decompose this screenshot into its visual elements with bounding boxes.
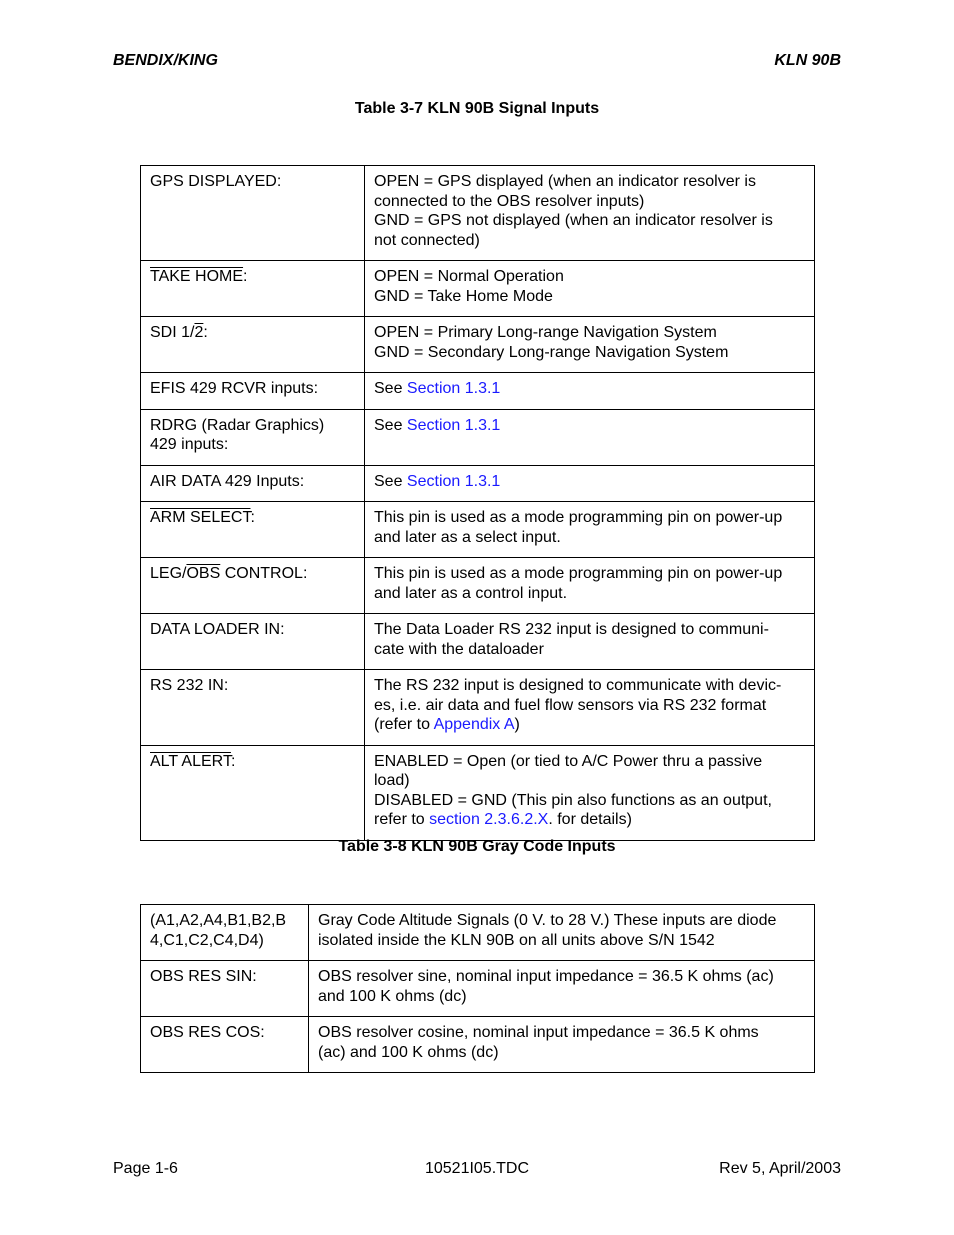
table-row [141,166,815,261]
table-row [141,961,815,1017]
section-link[interactable]: Section 1.3.1 [406,380,501,397]
table-row [141,905,815,961]
signal-description: This pin is used as a mode programming pin on power-up and later as a select input. [365,502,815,558]
table-row [141,502,815,558]
table-row [141,465,815,502]
section-link[interactable]: section 2.3.6.2.X [429,811,549,828]
table-row [141,373,815,410]
table-row [141,261,815,317]
signal-label: LEG/$\overline{OBS}$ CONTROL: [141,558,365,614]
table-row [141,614,815,670]
signal-label: DATA LOADER IN: [141,614,365,670]
signal-label: TAKE HOME: [141,261,365,317]
signal-description: See Section 1.3.1 [365,465,815,502]
table-row [141,558,815,614]
document-id: 10521I05.TDC [424,1160,530,1177]
table-row [141,317,815,373]
signal-description: ENABLED = Open (or tied to A/C Power thru a passive load) DISABLED = GND (This pin also functions as an output, refer to section 2.3.6.2.X. for details) [365,745,815,840]
signal-description: The Data Loader RS 232 input is designed to communi- cate with the dataloader [365,614,815,670]
signal-label: AIR DATA 429 Inputs: [141,465,365,502]
signal-label: RS 232 IN: [141,670,365,746]
table2-caption: Table 3-8 KLN 90B Gray Code Inputs [338,838,616,855]
signal-description: Gray Code Altitude Signals (0 V. to 28 V.) These inputs are diode isolated inside the KLN 90B on all units above S/N 1542 [309,905,815,961]
signal-label: EFIS 429 RCVR inputs: [141,373,365,410]
section-link[interactable]: Section 1.3.1 [406,472,501,490]
signal-inputs-table [140,165,815,841]
table-row [141,745,815,840]
header-brand: BENDIX/KING [113,52,218,69]
signal-description: See Section 1.3.1 [365,409,815,465]
table-row [141,409,815,465]
signal-label: OBS RES SIN: [141,961,309,1017]
signal-label: RDRG (Radar Graphics) 429 inputs: [141,409,365,465]
signal-description: OPEN = Normal Operation GND = Take Home Mode [365,261,815,317]
header-model: KLN 90B [774,52,841,69]
signal-description: OBS resolver cosine, nominal input impedance = 36.5 K ohms (ac) and 100 K ohms (dc) [309,1017,815,1073]
page-number: Page 1-6 [113,1160,178,1177]
signal-label: GPS DISPLAYED: [141,166,365,261]
table1-caption: Table 3-7 KLN 90B Signal Inputs [354,100,600,117]
signal-description: This pin is used as a mode programming pin on power-up and later as a control input. [365,558,815,614]
section-link[interactable]: Section 1.3.1 [406,416,501,434]
signal-description: See Section 1.3.1 [365,373,815,410]
revision-date: Rev 5, April/2003 [719,1160,841,1177]
signal-label: SDI 1/2: [141,317,365,373]
gray-code-inputs-table [140,904,815,1073]
signal-label: (A1,A2,A4,B1,B2,B 4,C1,C2,C4,D4) [141,905,309,961]
signal-description: The RS 232 input is designed to communicate with devic- es, i.e. air data and fuel flow sensors via RS 232 format (refer to Appendix A) [365,670,815,746]
signal-label: OBS RES COS: [141,1017,309,1073]
signal-description: OPEN = GPS displayed (when an indicator resolver is connected to the OBS resolver inputs) GND = GPS not displayed (when an indicator resolver is not connected) [365,166,815,261]
signal-label: ARM SELECT: [141,502,365,558]
signal-description: OPEN = Primary Long-range Navigation System GND = Secondary Long-range Navigation System [365,317,815,373]
table-row [141,670,815,746]
appendix-link[interactable]: Appendix A [433,716,515,733]
signal-label: ALT ALERT: [141,745,365,840]
signal-description: OBS resolver sine, nominal input impedance = 36.5 K ohms (ac) and 100 K ohms (dc) [309,961,815,1017]
table-row [141,1017,815,1073]
